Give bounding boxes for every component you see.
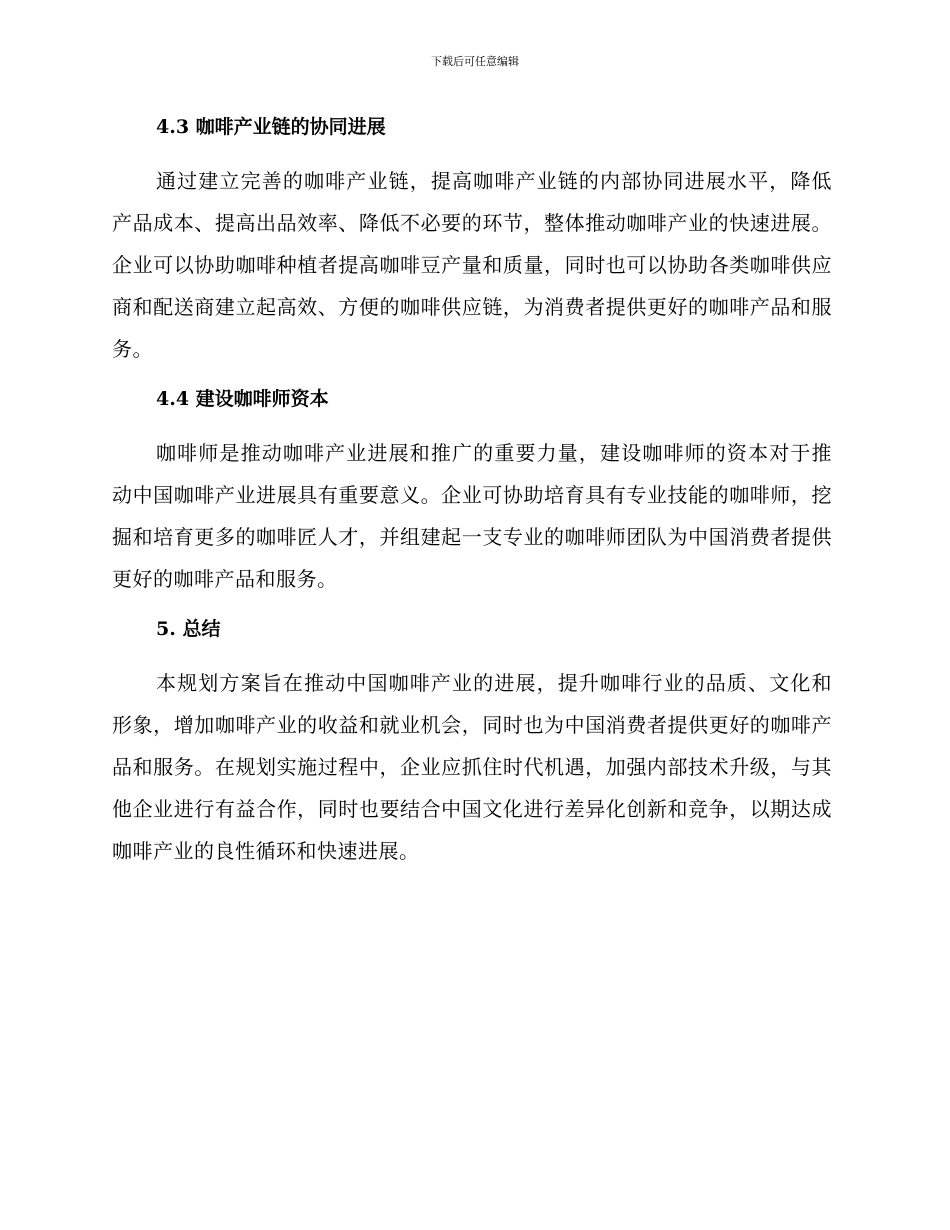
section-heading: 5. 总结 xyxy=(156,618,221,640)
section-5 xyxy=(112,612,832,872)
section-paragraph: 咖啡师是推动咖啡产业进展和推广的重要力量，建设咖啡师的资本对于推动中国咖啡产业进展具有重要意义。企业可协助培育具有专业技能的咖啡师，挖掘和培育更多的咖啡匠人才，并组建起一支专业的咖啡师团队为中国消费者提供更好的咖啡产品和服务。 xyxy=(112,441,832,591)
section-paragraph: 本规划方案旨在推动中国咖啡产业的进展，提升咖啡行业的品质、文化和形象，增加咖啡产业的收益和就业机会，同时也为中国消费者提供更好的咖啡产品和服务。在规划实施过程中，企业应抓住时代机遇，加强内部技术升级，与其他企业进行有益合作，同时也要结合中国文化进行差异化创新和竞争，以期达成咖啡产业的良性循环和快速进展。 xyxy=(112,671,832,863)
document-body xyxy=(112,110,832,884)
section-4-4 xyxy=(112,382,832,600)
section-paragraph: 通过建立完善的咖啡产业链，提高咖啡产业链的内部协同进展水平，降低产品成本、提高出品效率、降低不必要的环节，整体推动咖啡产业的快速进展。企业可以协助咖啡种植者提高咖啡豆产量和质量，同时也可以协助各类咖啡供应商和配送商建立起高效、方便的咖啡供应链，为消费者提供更好的咖啡产品和服务。 xyxy=(112,169,832,361)
section-heading: 4.4 建设咖啡师资本 xyxy=(156,388,329,410)
page-header: 下载后可任意编辑 xyxy=(431,55,519,68)
section-heading: 4.3 咖啡产业链的协同进展 xyxy=(156,116,386,138)
section-4-3 xyxy=(112,110,832,370)
